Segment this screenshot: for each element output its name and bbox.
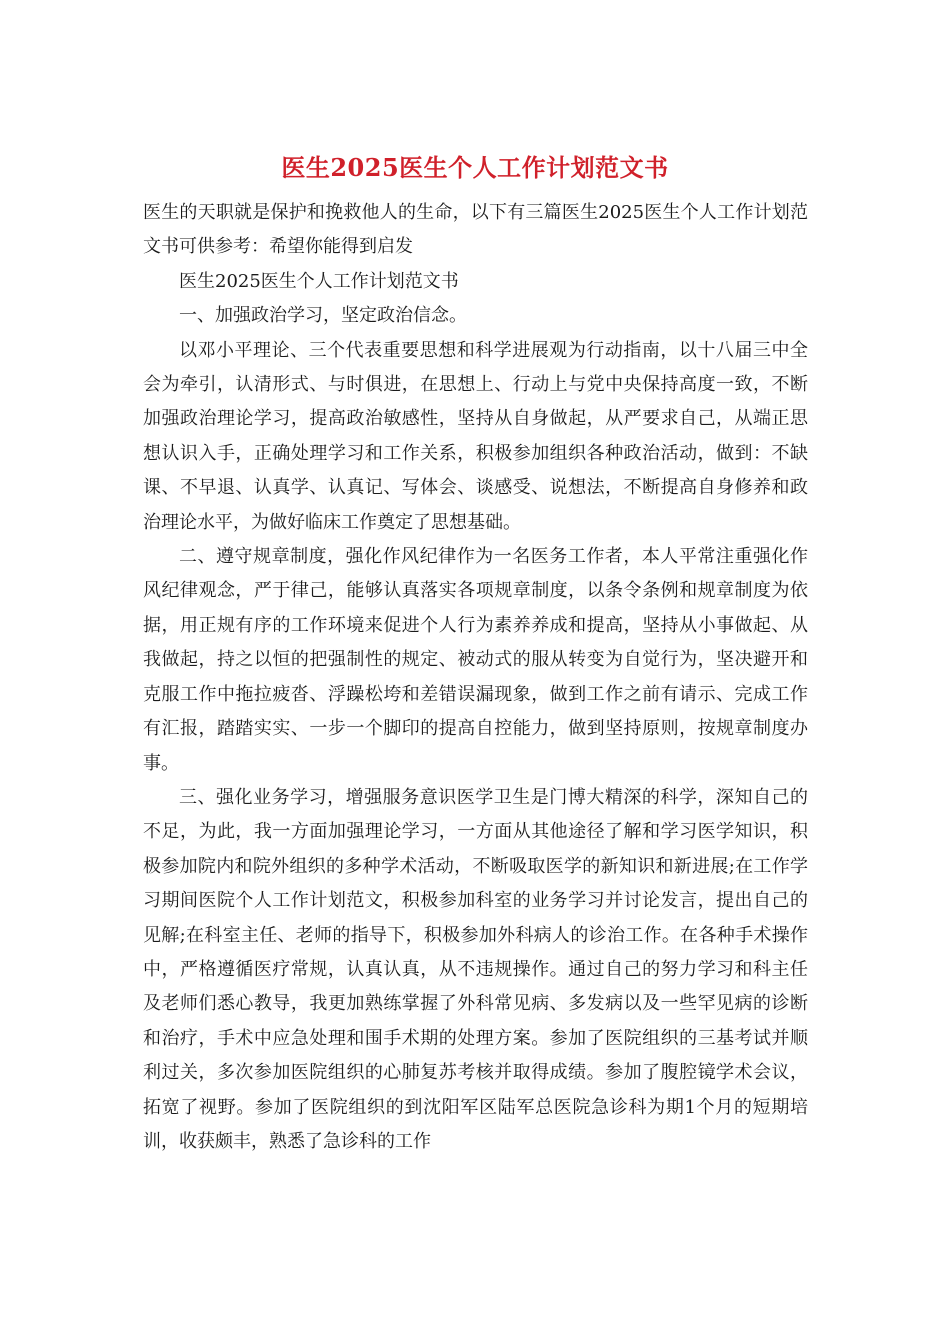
document-title: 医生2025医生个人工作计划范文书	[281, 153, 669, 182]
paragraph-2: 二、遵守规章制度，强化作风纪律作为一名医务工作者，本人平常注重强化作风纪律观念，严于律己，能够认真落实各项规章制度，以条令条例和规章制度为依据，用正规有序的工作环境来促进个人行为素养养成和提高，坚持从小事做起、从我做起，持之以恒的把强制性的规定、被动式的服从转变为自觉行为，坚决避开和克服工作中拖拉疲沓、浮躁松垮和差错误漏现象，做到工作之前有请示、完成工作有汇报，踏踏实实、一步一个脚印的提高自控能力，做到坚持原则，按规章制度办事。	[143, 546, 808, 774]
intro-paragraph: 医生的天职就是保护和挽救他人的生命，以下有三篇医生2025医生个人工作计划范文书可供参考：希望你能得到启发	[143, 202, 808, 258]
section-heading-1: 一、加强政治学习，坚定政治信念。	[179, 305, 467, 327]
document-subtitle: 医生2025医生个人工作计划范文书	[179, 270, 459, 292]
paragraph-3: 三、强化业务学习，增强服务意识医学卫生是门博大精深的科学，深知自己的不足，为此，我一方面加强理论学习，一方面从其他途径了解和学习医学知识，积极参加院内和院外组织的多种学术活动，不断吸取医学的新知识和新进展;在工作学习期间医院个人工作计划范文，积极参加科室的业务学习并讨论发言，提出自己的见解;在科室主任、老师的指导下，积极参加外科病人的诊治工作。在各种手术操作中，严格遵循医疗常规，认真认真，从不违规操作。通过自己的努力学习和科主任及老师们悉心教导，我更加熟练掌握了外科常见病、多发病以及一些罕见病的诊断和治疗，手术中应急处理和围手术期的处理方案。参加了医院组织的三基考试并顺利过关，多次参加医院组织的心肺复苏考核并取得成绩。参加了腹腔镜学术会议，拓宽了视野。参加了医院组织的到沈阳军区陆军总医院急诊科为期1个月的短期培训，收获颇丰，熟悉了急诊科的工作	[143, 786, 808, 1152]
paragraph-1: 以邓小平理论、三个代表重要思想和科学进展观为行动指南，以十八届三中全会为牵引，认清形式、与时俱进，在思想上、行动上与党中央保持高度一致，不断加强政治理论学习，提高政治敏感性，坚持从自身做起，从严要求自己，从端正思想认识入手，正确处理学习和工作关系，积极参加组织各种政治活动，做到：不缺课、不早退、认真学、认真记、写体会、谈感受、说想法，不断提高自身修养和政治理论水平，为做好临床工作奠定了思想基础。	[143, 339, 808, 533]
document-body	[143, 196, 808, 1159]
